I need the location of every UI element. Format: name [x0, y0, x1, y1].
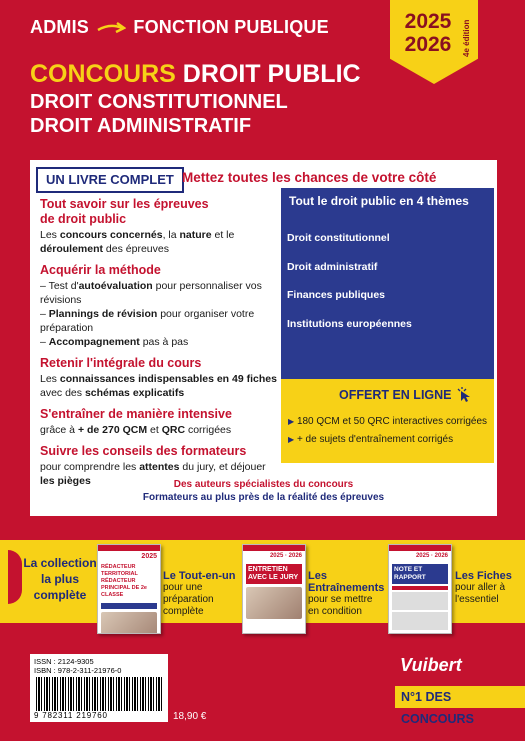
- theme-item: Institutions européennes: [287, 318, 412, 330]
- book-cover-title: NOTE ET RAPPORT: [392, 564, 448, 584]
- isbn: ISBN : 978-2-311-21976-0: [34, 666, 122, 675]
- publisher-name: Vuibert: [400, 655, 462, 675]
- themes-box: [281, 188, 494, 379]
- authors-line-1: Des auteurs spécialistes du concours: [173, 479, 354, 490]
- book-cover-fiches: [388, 544, 452, 634]
- triangle-bullet-icon: ▶: [288, 435, 295, 444]
- feature-text-conseils: pour comprendre les attentes du jury, et déjouer les pièges: [40, 461, 266, 487]
- edition-number: 4e édition: [462, 19, 471, 57]
- feature-heading-entrainement: S'entraîner de manière intensive: [40, 407, 232, 421]
- feature-text-entrainement: grâce à + de 270 QCM et QRC corrigées: [40, 424, 232, 436]
- triangle-bullet-icon: ▶: [288, 417, 295, 426]
- series-header: [30, 17, 329, 38]
- publisher-logo: [400, 655, 462, 676]
- ean-number: 9 782311 219760: [34, 711, 108, 720]
- book-cover-tout-en-un: [97, 544, 161, 634]
- feature-text-methode: – Test d'autoévaluation pour personnaliser vos révisions – Plannings de révision pour organiser votre préparation – Accompagnement pas à pas: [40, 280, 262, 348]
- title-concours: CONCOURS: [30, 60, 176, 88]
- edition-years: [398, 10, 458, 56]
- book-description: Le Tout-en-un pour une préparation complète: [163, 570, 236, 617]
- feature-text-epreuves: Les concours concernés, la nature et le déroulement des épreuves: [40, 229, 235, 255]
- book-cover-year: 2025 · 2026: [415, 553, 448, 559]
- title-main: DROIT PUBLIC: [182, 60, 361, 88]
- price: 18,90 €: [173, 711, 207, 722]
- theme-item: Droit constitutionnel: [287, 232, 390, 244]
- book-cover-title: ENTRETIEN AVEC LE JURY: [246, 564, 302, 584]
- arrow-icon: [96, 21, 126, 35]
- book-cover-year: 2025 · 2026: [269, 553, 302, 559]
- barcode: [36, 677, 162, 711]
- year-start: 2025: [404, 10, 452, 33]
- feature-text-cours: Les connaissances indispensables en 49 fiches avec des schémas explicatifs: [40, 373, 277, 399]
- online-offer-item: ▶ + de sujets d'entraînement corrigés: [288, 434, 454, 445]
- subtitle-2: DROIT ADMINISTRATIF: [30, 115, 252, 137]
- year-end: 2026: [404, 33, 452, 56]
- book-cover-photo: [246, 587, 302, 619]
- identifiers: [34, 657, 121, 675]
- book-cover-photo: [101, 612, 157, 634]
- issn: ISSN : 2124-9305: [34, 657, 94, 666]
- series-name: FONCTION PUBLIQUE: [133, 17, 329, 37]
- authors-note: [40, 478, 487, 504]
- feature-heading-epreuves: Tout savoir sur les épreuves de droit public: [40, 197, 209, 226]
- brand-admis: ADMIS: [30, 17, 89, 37]
- collection-label: La collection la plus complète: [23, 556, 97, 602]
- authors-line-2: Formateurs au plus près de la réalité des épreuves: [142, 492, 385, 503]
- book-description: Les Entraînements pour se mettre en condition: [308, 570, 385, 617]
- book-cover-title: RÉDACTEUR TERRITORIAL RÉDACTEUR PRINCIPAL DE 2e CLASSE: [101, 564, 147, 598]
- complete-book-tag: UN LIVRE COMPLET: [36, 167, 184, 193]
- subtitle-1: DROIT CONSTITUTIONNEL: [30, 91, 288, 113]
- cursor-click-icon: [455, 386, 473, 402]
- theme-item: Finances publiques: [287, 289, 386, 301]
- tagline: Mettez toutes les chances de votre côté: [182, 170, 437, 185]
- book-description: Les Fiches pour aller à l'essentiel: [455, 570, 512, 605]
- book-cover-entrainements: [242, 544, 306, 634]
- slogan-badge: N°1 DES CONCOURS: [395, 686, 525, 708]
- feature-heading-cours: Retenir l'intégrale du cours: [40, 356, 202, 370]
- feature-heading-methode: Acquérir la méthode: [40, 263, 161, 277]
- online-offer-title: OFFERT EN LIGNE: [339, 386, 473, 402]
- themes-title: Tout le droit public en 4 thèmes: [289, 194, 469, 208]
- book-title: [30, 60, 361, 89]
- book-cover-year: 2025: [141, 553, 157, 560]
- theme-item: Droit administratif: [287, 261, 378, 273]
- feature-heading-conseils: Suivre les conseils des formateurs: [40, 444, 247, 458]
- online-offer-item: ▶ 180 QCM et 50 QRC interactives corrigées: [288, 416, 488, 427]
- features-list: [40, 197, 277, 495]
